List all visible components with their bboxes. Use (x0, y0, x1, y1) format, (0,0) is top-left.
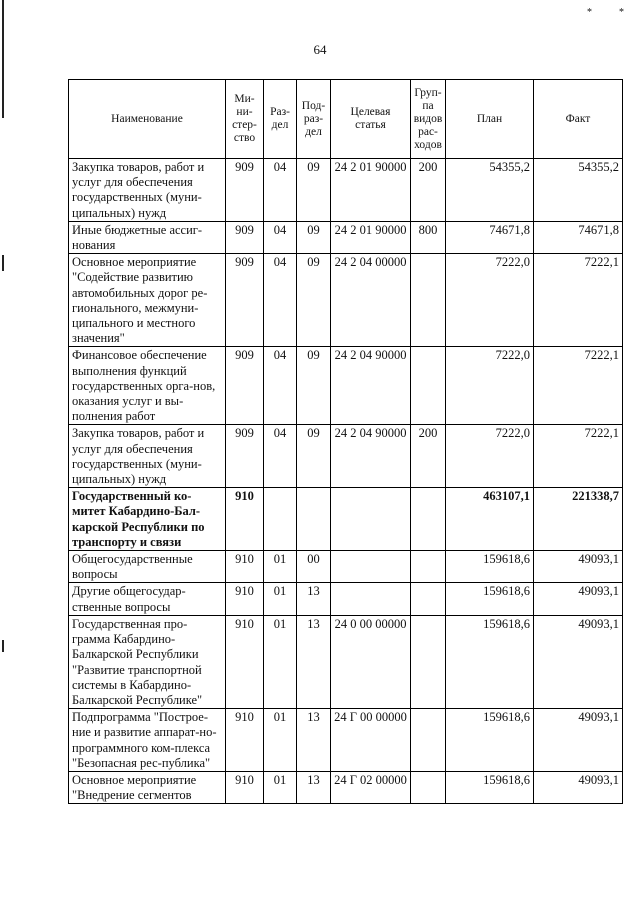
cell-name: Закупка товаров, работ и услуг для обеспечения государственных (муни-ципальных) нужд (69, 159, 226, 222)
cell-group (411, 488, 446, 551)
cell-section: 01 (264, 615, 297, 708)
cell-name: Финансовое обеспечение выполнения функций государственных орга-нов, оказания услуг и вы-полнения работ (69, 347, 226, 425)
table-row (69, 615, 623, 708)
page-number: 64 (313, 42, 327, 57)
cell-target: 24 2 04 90000 (331, 425, 411, 488)
cell-section: 04 (264, 254, 297, 347)
cell-ministry: 910 (226, 709, 264, 772)
table-row (69, 709, 623, 772)
cell-section: 04 (264, 347, 297, 425)
cell-name: Иные бюджетные ассиг-нования (69, 221, 226, 253)
scan-edge-mark-top (2, 0, 4, 118)
cell-subsection: 09 (297, 347, 331, 425)
cell-name: Общегосударственные вопросы (69, 551, 226, 583)
column-header-target: Целевая статья (331, 80, 411, 159)
cell-plan: 7222,0 (446, 425, 534, 488)
cell-section: 01 (264, 551, 297, 583)
cell-plan: 7222,0 (446, 254, 534, 347)
cell-target: 24 2 04 90000 (331, 347, 411, 425)
column-header-plan: План (446, 80, 534, 159)
table-row (69, 347, 623, 425)
cell-ministry: 909 (226, 425, 264, 488)
cell-group (411, 771, 446, 803)
cell-target (331, 551, 411, 583)
column-header-fact: Факт (534, 80, 623, 159)
cell-target: 24 2 01 90000 (331, 159, 411, 222)
header-mark-right: * (619, 7, 624, 18)
table-row (69, 771, 623, 803)
cell-section: 04 (264, 159, 297, 222)
cell-target: 24 Г 00 00000 (331, 709, 411, 772)
cell-ministry: 910 (226, 615, 264, 708)
cell-fact: 49093,1 (534, 615, 623, 708)
column-header-group: Груп- па видов рас- ходов (411, 80, 446, 159)
cell-subsection: 13 (297, 583, 331, 615)
cell-ministry: 910 (226, 551, 264, 583)
cell-section (264, 488, 297, 551)
cell-plan: 159618,6 (446, 583, 534, 615)
cell-group (411, 347, 446, 425)
cell-fact: 49093,1 (534, 771, 623, 803)
table-row (69, 221, 623, 253)
cell-fact: 49093,1 (534, 551, 623, 583)
cell-group (411, 583, 446, 615)
cell-target: 24 Г 02 00000 (331, 771, 411, 803)
cell-subsection: 09 (297, 254, 331, 347)
cell-subsection: 13 (297, 615, 331, 708)
cell-name: Государственный ко-митет Кабардино-Бал-карской Республики по транспорту и связи (69, 488, 226, 551)
column-header-section: Раз- дел (264, 80, 297, 159)
cell-name: Основное мероприятие "Внедрение сегментов (69, 771, 226, 803)
cell-name: Основное мероприятие "Содействие развитию автомобильных дорог ре-гионального, межмуни-ципального и местного значения" (69, 254, 226, 347)
cell-fact: 49093,1 (534, 583, 623, 615)
cell-section: 04 (264, 221, 297, 253)
cell-fact: 74671,8 (534, 221, 623, 253)
cell-name: Закупка товаров, работ и услуг для обеспечения государственных (муни-ципальных) нужд (69, 425, 226, 488)
cell-plan: 159618,6 (446, 709, 534, 772)
cell-target: 24 0 00 00000 (331, 615, 411, 708)
cell-fact: 221338,7 (534, 488, 623, 551)
cell-ministry: 909 (226, 159, 264, 222)
table-row (69, 583, 623, 615)
table-body (69, 159, 623, 804)
cell-group: 200 (411, 425, 446, 488)
cell-name: Другие общегосудар-ственные вопросы (69, 583, 226, 615)
cell-target: 24 2 01 90000 (331, 221, 411, 253)
cell-plan: 74671,8 (446, 221, 534, 253)
cell-plan: 159618,6 (446, 551, 534, 583)
cell-subsection: 00 (297, 551, 331, 583)
cell-target: 24 2 04 00000 (331, 254, 411, 347)
cell-fact: 49093,1 (534, 709, 623, 772)
cell-plan: 54355,2 (446, 159, 534, 222)
cell-group (411, 709, 446, 772)
column-header-ministry: Ми- ни- стер- ство (226, 80, 264, 159)
header-mark-left: * (587, 7, 592, 18)
cell-ministry: 909 (226, 347, 264, 425)
cell-subsection (297, 488, 331, 551)
cell-plan: 159618,6 (446, 615, 534, 708)
cell-target (331, 583, 411, 615)
cell-ministry: 910 (226, 771, 264, 803)
cell-ministry: 909 (226, 254, 264, 347)
cell-fact: 7222,1 (534, 347, 623, 425)
cell-name: Подпрограмма "Построе-ние и развитие аппарат-но-программного ком-плекса "Безопасная рес-публика" (69, 709, 226, 772)
cell-fact: 7222,1 (534, 425, 623, 488)
cell-target (331, 488, 411, 551)
cell-plan: 7222,0 (446, 347, 534, 425)
cell-subsection: 13 (297, 709, 331, 772)
scan-edge-mark-middle (2, 255, 4, 271)
cell-section: 01 (264, 709, 297, 772)
column-header-subsection: Под- раз- дел (297, 80, 331, 159)
cell-group: 800 (411, 221, 446, 253)
cell-ministry: 909 (226, 221, 264, 253)
cell-plan: 463107,1 (446, 488, 534, 551)
table-row (69, 425, 623, 488)
cell-subsection: 09 (297, 425, 331, 488)
cell-section: 04 (264, 425, 297, 488)
cell-group (411, 254, 446, 347)
budget-table (68, 79, 623, 804)
table-row (69, 488, 623, 551)
cell-subsection: 09 (297, 159, 331, 222)
table-header-row (69, 80, 623, 159)
cell-group (411, 551, 446, 583)
cell-section: 01 (264, 583, 297, 615)
scan-edge-mark-bottom (2, 640, 4, 652)
column-header-name: Наименование (69, 80, 226, 159)
cell-group: 200 (411, 159, 446, 222)
cell-name: Государственная про-грамма Кабардино-Балкарской Республики "Развитие транспортной системы в Кабардино-Балкарской Республике" (69, 615, 226, 708)
cell-subsection: 13 (297, 771, 331, 803)
cell-fact: 54355,2 (534, 159, 623, 222)
cell-fact: 7222,1 (534, 254, 623, 347)
cell-plan: 159618,6 (446, 771, 534, 803)
table-row (69, 159, 623, 222)
cell-section: 01 (264, 771, 297, 803)
cell-subsection: 09 (297, 221, 331, 253)
cell-ministry: 910 (226, 583, 264, 615)
cell-group (411, 615, 446, 708)
cell-ministry: 910 (226, 488, 264, 551)
table-row (69, 551, 623, 583)
table-row (69, 254, 623, 347)
